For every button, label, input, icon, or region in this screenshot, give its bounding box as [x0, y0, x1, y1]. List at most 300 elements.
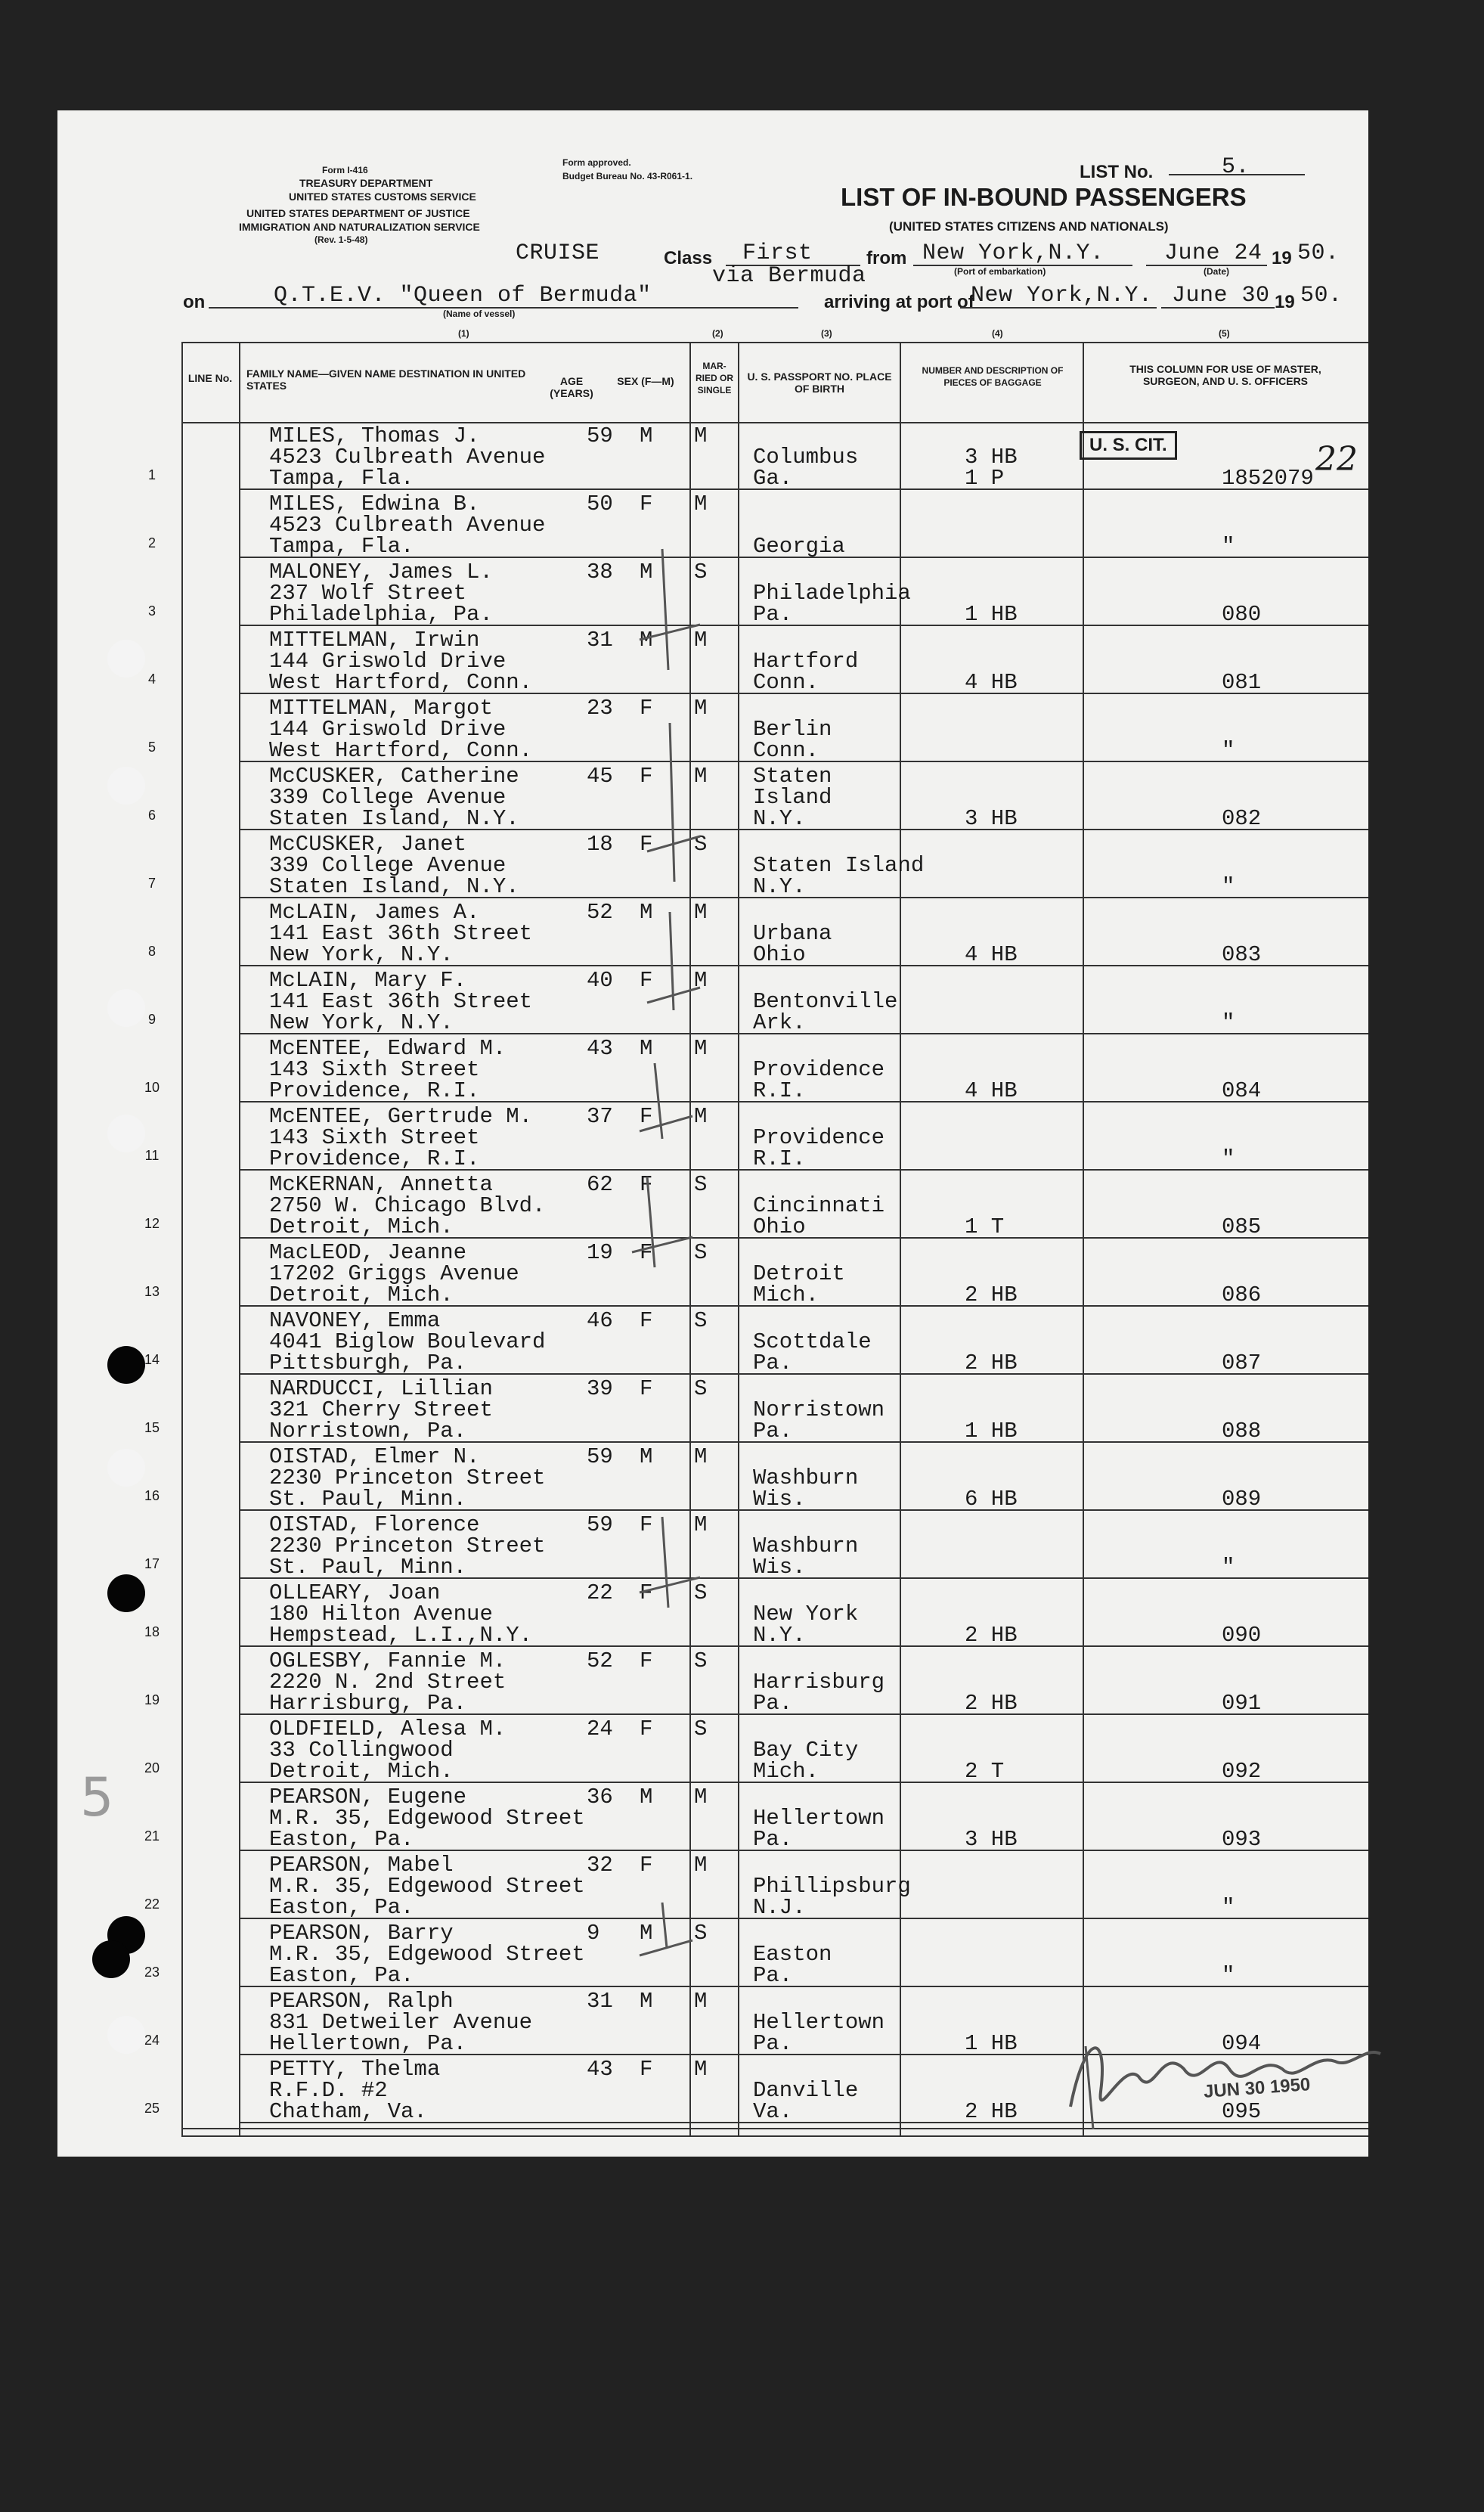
baggage: 2 HB: [965, 1282, 1018, 1307]
age: 18: [587, 832, 613, 857]
age: 38: [587, 560, 613, 585]
passenger-name: McCUSKER, Janet: [269, 832, 467, 857]
sex: F: [640, 1580, 653, 1605]
address-line: 180 Hilton Avenue: [269, 1602, 493, 1627]
address-line: 2220 N. 2nd Street: [269, 1670, 507, 1695]
list-number: 5.: [1222, 154, 1250, 180]
sex: M: [640, 1444, 653, 1469]
line-number: 16: [144, 1488, 160, 1503]
address-line: Detroit, Mich.: [269, 1282, 454, 1307]
place-of-birth: Pa.: [753, 1351, 793, 1375]
age: 22: [587, 1580, 613, 1605]
place-of-birth: Providence: [753, 1125, 885, 1150]
cruise-label: CRUISE: [516, 240, 600, 266]
baggage: 2 HB: [965, 1691, 1018, 1716]
address-line: 339 College Avenue: [269, 785, 507, 810]
marital-status: M: [694, 492, 708, 516]
sex: M: [640, 1785, 653, 1810]
class-label: Class: [664, 248, 713, 268]
address-line: M.R. 35, Edgewood Street: [269, 1806, 585, 1831]
line-number: 24: [144, 2033, 160, 2048]
line-number: 25: [144, 2101, 160, 2116]
place-of-birth: Pa.: [753, 1691, 793, 1716]
column-number: (2): [712, 328, 723, 339]
line-number: 18: [144, 1624, 160, 1639]
age: 52: [587, 900, 613, 925]
address-line: 17202 Griggs Avenue: [269, 1261, 519, 1286]
officer-number: ": [1222, 1146, 1235, 1171]
inspector-signature: [1040, 2016, 1403, 2137]
baggage: 4 HB: [965, 1078, 1018, 1103]
document-subtitle: (UNITED STATES CITIZENS AND NATIONALS): [889, 219, 1169, 234]
pencil-check-marks: [541, 534, 753, 1971]
marital-status: M: [694, 628, 708, 653]
address-line: Providence, R.I.: [269, 1078, 480, 1103]
year-prefix: 19: [1272, 248, 1292, 268]
place-of-birth: Georgia: [753, 534, 845, 559]
address-line: Tampa, Fla.: [269, 466, 414, 491]
baggage: 3 HB: [965, 806, 1018, 831]
address-line: 2750 W. Chicago Blvd.: [269, 1193, 546, 1218]
place-of-birth: Norristown: [753, 1397, 885, 1422]
officer-number: ": [1222, 738, 1235, 763]
officer-number: 092: [1222, 1759, 1262, 1784]
on-label: on: [183, 292, 206, 312]
sex: F: [640, 1853, 653, 1878]
marital-status: S: [694, 1376, 708, 1401]
place-of-birth: Pa.: [753, 1827, 793, 1852]
address-line: Tampa, Fla.: [269, 534, 414, 559]
officer-number: 095: [1222, 2099, 1262, 2124]
marital-status: S: [694, 1580, 708, 1605]
age: 45: [587, 764, 613, 789]
place-of-birth: Ark.: [753, 1010, 806, 1035]
form-number: Form I-416: [322, 165, 368, 175]
place-of-birth: Va.: [753, 2099, 793, 2124]
place-of-birth: Staten Island: [753, 853, 925, 878]
marital-status: S: [694, 1648, 708, 1673]
baggage: 1 HB: [965, 602, 1018, 627]
passenger-name: OLLEARY, Joan: [269, 1580, 441, 1605]
passenger-name: McLAIN, James A.: [269, 900, 480, 925]
place-of-birth: Ga.: [753, 466, 793, 491]
place-of-birth: N.Y.: [753, 874, 806, 899]
address-line: Pittsburgh, Pa.: [269, 1351, 467, 1375]
address-line: New York, N.Y.: [269, 942, 454, 967]
agency-line: IMMIGRATION AND NATURALIZATION SERVICE: [239, 221, 480, 233]
officer-number: ": [1222, 1010, 1235, 1035]
baggage: 4 HB: [965, 670, 1018, 695]
age: 46: [587, 1308, 613, 1333]
class-value: First: [742, 240, 813, 266]
col-header-age: AGE (YEARS): [550, 375, 593, 399]
sex: F: [640, 1308, 653, 1333]
us-citizen-stamp: U. S. CIT.: [1080, 431, 1177, 460]
age: 43: [587, 1036, 613, 1061]
place-of-birth: Washburn: [753, 1534, 859, 1558]
age: 52: [587, 1648, 613, 1673]
sex: F: [640, 1240, 653, 1265]
marital-status: M: [694, 1853, 708, 1878]
place-of-birth: Pa.: [753, 1963, 793, 1988]
marital-status: M: [694, 900, 708, 925]
address-line: West Hartford, Conn.: [269, 670, 533, 695]
officer-number: 082: [1222, 806, 1262, 831]
sex: M: [640, 1036, 653, 1061]
sex: F: [640, 1172, 653, 1197]
line-number: 10: [144, 1080, 160, 1095]
address-line: Hellertown, Pa.: [269, 2031, 467, 2056]
address-line: 321 Cherry Street: [269, 1397, 493, 1422]
officer-number: ": [1222, 874, 1235, 899]
place-of-birth: Ohio: [753, 942, 806, 967]
line-number: 13: [144, 1284, 160, 1299]
age: 9: [587, 1921, 600, 1946]
sex: F: [640, 832, 653, 857]
place-of-birth: Island: [753, 785, 832, 810]
marital-status: S: [694, 1921, 708, 1946]
passenger-name: MacLEOD, Jeanne: [269, 1240, 467, 1265]
marital-status: S: [694, 1308, 708, 1333]
passenger-name: NARDUCCI, Lillian: [269, 1376, 493, 1401]
column-number: (5): [1219, 328, 1230, 339]
passenger-name: McKERNAN, Annetta: [269, 1172, 493, 1197]
address-line: M.R. 35, Edgewood Street: [269, 1942, 585, 1967]
vessel-name: Q.T.E.V. "Queen of Bermuda": [274, 283, 652, 309]
officer-number: 089: [1222, 1487, 1262, 1512]
place-of-birth: Columbus: [753, 445, 859, 470]
age: 36: [587, 1785, 613, 1810]
address-line: Hempstead, L.I.,N.Y.: [269, 1623, 533, 1648]
passenger-name: OISTAD, Florence: [269, 1512, 480, 1537]
age: 39: [587, 1376, 613, 1401]
age: 31: [587, 1989, 613, 2014]
sex: F: [640, 1512, 653, 1537]
revision: (Rev. 1-5-48): [314, 234, 368, 245]
age: 59: [587, 1512, 613, 1537]
address-line: 4041 Biglow Boulevard: [269, 1329, 546, 1354]
col-header-passport: U. S. PASSPORT NO. PLACE OF BIRTH: [747, 371, 892, 395]
column-number: (3): [821, 328, 832, 339]
place-of-birth: Danville: [753, 2078, 859, 2103]
passenger-name: McLAIN, Mary F.: [269, 968, 467, 993]
marital-status: M: [694, 2057, 708, 2082]
embark-date: June 24: [1164, 240, 1262, 266]
col-header-baggage: NUMBER AND DESCRIPTION OF PIECES OF BAGGAGE: [922, 365, 1064, 388]
sex: F: [640, 1376, 653, 1401]
marital-status: S: [694, 1717, 708, 1741]
sex: F: [640, 764, 653, 789]
baggage: 1 P: [965, 466, 1005, 491]
address-line: New York, N.Y.: [269, 1010, 454, 1035]
passenger-name: PETTY, Thelma: [269, 2057, 441, 2082]
address-line: 4523 Culbreath Avenue: [269, 513, 546, 538]
underline: [1161, 307, 1275, 309]
place-of-birth: Bentonville: [753, 989, 898, 1014]
age: 40: [587, 968, 613, 993]
arriving-label: arriving at port of: [824, 292, 974, 312]
place-of-birth: N.Y.: [753, 806, 806, 831]
passenger-name: MITTELMAN, Irwin: [269, 628, 480, 653]
age: 50: [587, 492, 613, 516]
passenger-name: McENTEE, Edward M.: [269, 1036, 507, 1061]
passenger-name: McCUSKER, Catherine: [269, 764, 519, 789]
address-line: 339 College Avenue: [269, 853, 507, 878]
passenger-name: NAVONEY, Emma: [269, 1308, 441, 1333]
passenger-name: PEARSON, Mabel: [269, 1853, 454, 1878]
place-of-birth: Urbana: [753, 921, 832, 946]
line-number: 11: [144, 1148, 160, 1163]
line-number: 7: [147, 876, 156, 891]
baggage: 3 HB: [965, 1827, 1018, 1852]
from-label: from: [866, 248, 907, 268]
address-line: Easton, Pa.: [269, 1827, 414, 1852]
address-line: 144 Griswold Drive: [269, 717, 507, 742]
address-line: Chatham, Va.: [269, 2099, 427, 2124]
sex: M: [640, 1921, 653, 1946]
sex: F: [640, 1717, 653, 1741]
col-header-name: FAMILY NAME—GIVEN NAME DESTINATION IN UNITED STATES: [246, 367, 526, 392]
marital-status: M: [694, 1104, 708, 1129]
marital-status: M: [694, 696, 708, 721]
address-line: St. Paul, Minn.: [269, 1555, 467, 1580]
officer-number: 081: [1222, 670, 1262, 695]
baggage: 2 T: [965, 1759, 1005, 1784]
officer-number: 1852079: [1222, 466, 1314, 491]
arrival-year: 50.: [1300, 283, 1343, 309]
document-title: LIST OF IN-BOUND PASSENGERS: [841, 183, 1247, 211]
place-of-birth: Philadelphia: [753, 581, 911, 606]
marital-status: M: [694, 1989, 708, 2014]
address-line: Detroit, Mich.: [269, 1214, 454, 1239]
line-number: 17: [144, 1556, 160, 1571]
age: 37: [587, 1104, 613, 1129]
officer-number: 083: [1222, 942, 1262, 967]
embark-year: 50.: [1297, 240, 1340, 266]
age: 32: [587, 1853, 613, 1878]
sex: M: [640, 423, 653, 448]
baggage: 2 HB: [965, 1351, 1018, 1375]
marital-status: M: [694, 423, 708, 448]
passenger-name: MITTELMAN, Margot: [269, 696, 493, 721]
line-number: 23: [144, 1965, 160, 1980]
address-line: 831 Detweiler Avenue: [269, 2010, 533, 2035]
line-number: 5: [147, 740, 156, 755]
officer-number: 088: [1222, 1419, 1262, 1444]
column-number: (1): [458, 328, 469, 339]
line-number: 15: [144, 1420, 160, 1435]
underline: [1169, 174, 1305, 175]
address-line: Providence, R.I.: [269, 1146, 480, 1171]
baggage: 1 HB: [965, 2031, 1018, 2056]
age: 31: [587, 628, 613, 653]
via-text: via Bermuda: [712, 263, 866, 289]
place-of-birth: N.Y.: [753, 1623, 806, 1648]
place-of-birth: Hellertown: [753, 2010, 885, 2035]
address-line: 237 Wolf Street: [269, 581, 467, 606]
place-of-birth: Cincinnati: [753, 1193, 885, 1218]
date-caption: (Date): [1204, 266, 1230, 277]
officer-number: ": [1222, 1895, 1235, 1920]
address-line: Harrisburg, Pa.: [269, 1691, 467, 1716]
line-number: 19: [144, 1692, 160, 1707]
marital-status: S: [694, 1172, 708, 1197]
place-of-birth: R.I.: [753, 1146, 806, 1171]
address-line: St. Paul, Minn.: [269, 1487, 467, 1512]
line-number: 20: [144, 1760, 160, 1775]
marital-status: M: [694, 1444, 708, 1469]
officer-number: ": [1222, 1963, 1235, 1988]
vessel-caption: (Name of vessel): [443, 309, 516, 319]
place-of-birth: Ohio: [753, 1214, 806, 1239]
marital-status: M: [694, 764, 708, 789]
baggage: 4 HB: [965, 942, 1018, 967]
sex: F: [640, 1104, 653, 1129]
sex: F: [640, 968, 653, 993]
address-line: Staten Island, N.Y.: [269, 806, 519, 831]
place-of-birth: Easton: [753, 1942, 832, 1967]
year-prefix: 19: [1275, 292, 1295, 312]
col-header-sex: SEX (F—M): [617, 375, 674, 387]
address-line: 143 Sixth Street: [269, 1125, 480, 1150]
approval: Form approved.: [562, 157, 631, 168]
line-number: 21: [144, 1828, 160, 1844]
handwritten-count: 22: [1315, 440, 1358, 479]
col-header-line: LINE No.: [187, 372, 233, 384]
place-of-birth: Wis.: [753, 1555, 806, 1580]
table-top-rule: [181, 342, 1368, 343]
officer-number: 093: [1222, 1827, 1262, 1852]
manifest-page: [57, 110, 1368, 2157]
sex: F: [640, 696, 653, 721]
col-header-officers: THIS COLUMN FOR USE OF MASTER, SURGEON, AND U. S. OFFICERS: [1129, 363, 1321, 387]
column-number: (4): [992, 328, 1003, 339]
officer-number: ": [1222, 1555, 1235, 1580]
place-of-birth: Staten: [753, 764, 832, 789]
sex: M: [640, 628, 653, 653]
embark-caption: (Port of embarkation): [954, 266, 1046, 277]
officer-number: 080: [1222, 602, 1262, 627]
place-of-birth: Scottdale: [753, 1329, 872, 1354]
place-of-birth: Hellertown: [753, 1806, 885, 1831]
line-number: 3: [147, 603, 156, 619]
officer-number: 090: [1222, 1623, 1262, 1648]
marital-status: S: [694, 1240, 708, 1265]
place-of-birth: Berlin: [753, 717, 832, 742]
marital-status: M: [694, 1036, 708, 1061]
embark-port: New York,N.Y.: [922, 240, 1104, 266]
place-of-birth: R.I.: [753, 1078, 806, 1103]
line-number: 22: [144, 1896, 160, 1912]
age: 43: [587, 2057, 613, 2082]
address-line: Detroit, Mich.: [269, 1759, 454, 1784]
address-line: 143 Sixth Street: [269, 1057, 480, 1082]
agency-line: TREASURY DEPARTMENT: [299, 177, 433, 189]
col-header-married: MAR-RIED OR SINGLE: [695, 361, 733, 395]
place-of-birth: Wis.: [753, 1487, 806, 1512]
margin-mark: 5: [80, 1766, 114, 1828]
place-of-birth: Harrisburg: [753, 1670, 885, 1695]
place-of-birth: Pa.: [753, 1419, 793, 1444]
address-line: Philadelphia, Pa.: [269, 602, 493, 627]
place-of-birth: Pa.: [753, 602, 793, 627]
line-number: 14: [144, 1352, 160, 1367]
line-number: 12: [144, 1216, 160, 1231]
line-number: 8: [147, 944, 156, 959]
passenger-name: PEARSON, Eugene: [269, 1785, 467, 1810]
age: 23: [587, 696, 613, 721]
sex: F: [640, 2057, 653, 2082]
passenger-name: McENTEE, Gertrude M.: [269, 1104, 533, 1129]
place-of-birth: N.J.: [753, 1895, 806, 1920]
baggage: 2 HB: [965, 2099, 1018, 2124]
address-line: West Hartford, Conn.: [269, 738, 533, 763]
age: 19: [587, 1240, 613, 1265]
passenger-name: MILES, Thomas J.: [269, 423, 480, 448]
officer-number: 087: [1222, 1351, 1262, 1375]
baggage: 3 HB: [965, 445, 1018, 470]
officer-number: ": [1222, 534, 1235, 559]
baggage: 2 HB: [965, 1623, 1018, 1648]
age: 59: [587, 1444, 613, 1469]
place-of-birth: Phillipsburg: [753, 1874, 911, 1899]
sex: M: [640, 1989, 653, 2014]
date-stamp: JUN 30 1950: [1203, 2074, 1312, 2102]
address-line: 4523 Culbreath Avenue: [269, 445, 546, 470]
sex: M: [640, 900, 653, 925]
officer-number: 084: [1222, 1078, 1262, 1103]
line-number: 2: [147, 535, 156, 550]
marital-status: M: [694, 1512, 708, 1537]
officer-number: 094: [1222, 2031, 1262, 2056]
baggage: 1 HB: [965, 1419, 1018, 1444]
place-of-birth: Detroit: [753, 1261, 845, 1286]
officer-number: 086: [1222, 1282, 1262, 1307]
line-number: 6: [147, 808, 156, 823]
address-line: 2230 Princeton Street: [269, 1534, 546, 1558]
marital-status: M: [694, 1785, 708, 1810]
place-of-birth: Hartford: [753, 649, 859, 674]
place-of-birth: New York: [753, 1602, 859, 1627]
place-of-birth: Conn.: [753, 738, 819, 763]
sex: M: [640, 560, 653, 585]
address-line: Easton, Pa.: [269, 1963, 414, 1988]
baggage: 1 T: [965, 1214, 1005, 1239]
address-line: 141 East 36th Street: [269, 989, 533, 1014]
baggage: 6 HB: [965, 1487, 1018, 1512]
marital-status: S: [694, 560, 708, 585]
marital-status: M: [694, 968, 708, 993]
list-label: LIST No.: [1080, 162, 1154, 182]
line-number: 4: [147, 671, 156, 687]
marital-status: S: [694, 832, 708, 857]
place-of-birth: Mich.: [753, 1282, 819, 1307]
address-line: M.R. 35, Edgewood Street: [269, 1874, 585, 1899]
address-line: 144 Griswold Drive: [269, 649, 507, 674]
approval: Budget Bureau No. 43-R061-1.: [562, 171, 693, 181]
passenger-name: PEARSON, Barry: [269, 1921, 454, 1946]
address-line: 141 East 36th Street: [269, 921, 533, 946]
sex: F: [640, 492, 653, 516]
place-of-birth: Mich.: [753, 1759, 819, 1784]
line-number: 1: [147, 467, 156, 482]
address-line: 2230 Princeton Street: [269, 1465, 546, 1490]
arrival-port: New York,N.Y.: [971, 283, 1153, 309]
passenger-name: OISTAD, Elmer N.: [269, 1444, 480, 1469]
sex: F: [640, 1648, 653, 1673]
underline: [960, 307, 1157, 309]
age: 62: [587, 1172, 613, 1197]
